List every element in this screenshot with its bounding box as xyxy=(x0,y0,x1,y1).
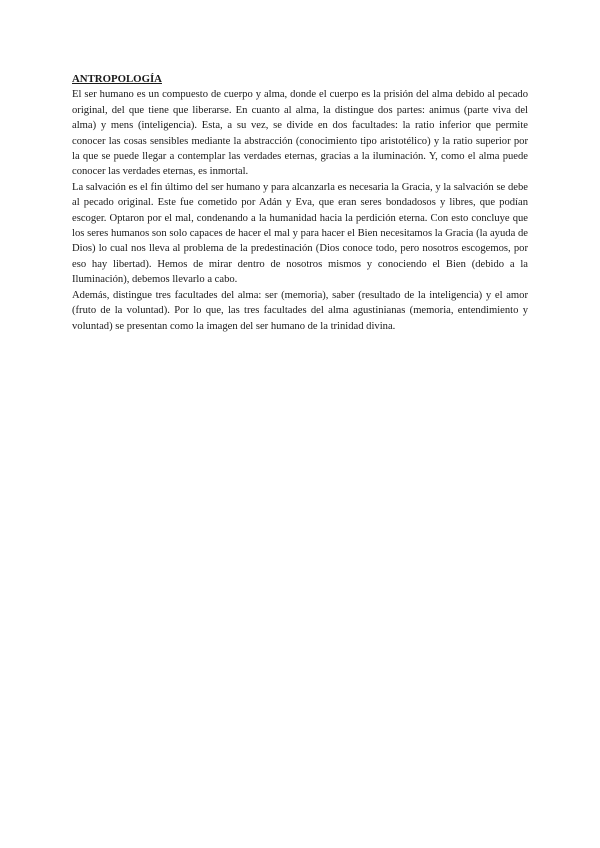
document-heading: ANTROPOLOGÍA xyxy=(72,73,162,85)
paragraph-salvation: La salvación es el fin último del ser humano y para alcanzarla es necesaria la Gracia, y la salvación se debe al pecado original. Este fue cometido por Adán y Eva, que eran seres bondadosos y libres, que podían escoger. Optaron por el mal, condenando a la humanidad hacia la perdición eterna. Con esto concluye que los seres humanos son solo capaces de hacer el mal y para hacer el Bien necesitamos la Gracia (la ayuda de Dios) lo cual nos lleva al problema de la predestinación (Dios conoce todo, pero nosotros escogemos, por eso hay libertad). Hemos de mirar dentro de nosotros mismos y conociendo el Bien (debido a la Iluminación), debemos llevarlo a cabo. xyxy=(72,181,528,286)
paragraph-faculties: Además, distingue tres facultades del alma: ser (memoria), saber (resultado de la inteligencia) y el amor (fruto de la voluntad). Por lo que, las tres facultades del alma agustinianas (memoria, entendimiento y voluntad) se presentan como la imagen del ser humano de la trinidad divina. xyxy=(72,289,528,332)
document-body xyxy=(72,72,528,334)
paragraph-soul: El ser humano es un compuesto de cuerpo y alma, donde el cuerpo es la prisión del alma debido al pecado original, del que tiene que liberarse. En cuanto al alma, la distingue dos partes: animus (parte viva del alma) y mens (inteligencia). Esta, a su vez, se divide en dos facultades: la ratio inferior que permite conocer las cosas sensibles mediante la abstracción (conocimiento tipo aristotélico) y la ratio superior por la que se puede llegar a contemplar las verdades eternas, gracias a la iluminación. Y, como el alma puede conocer las verdades eternas, es inmortal. xyxy=(72,89,528,178)
